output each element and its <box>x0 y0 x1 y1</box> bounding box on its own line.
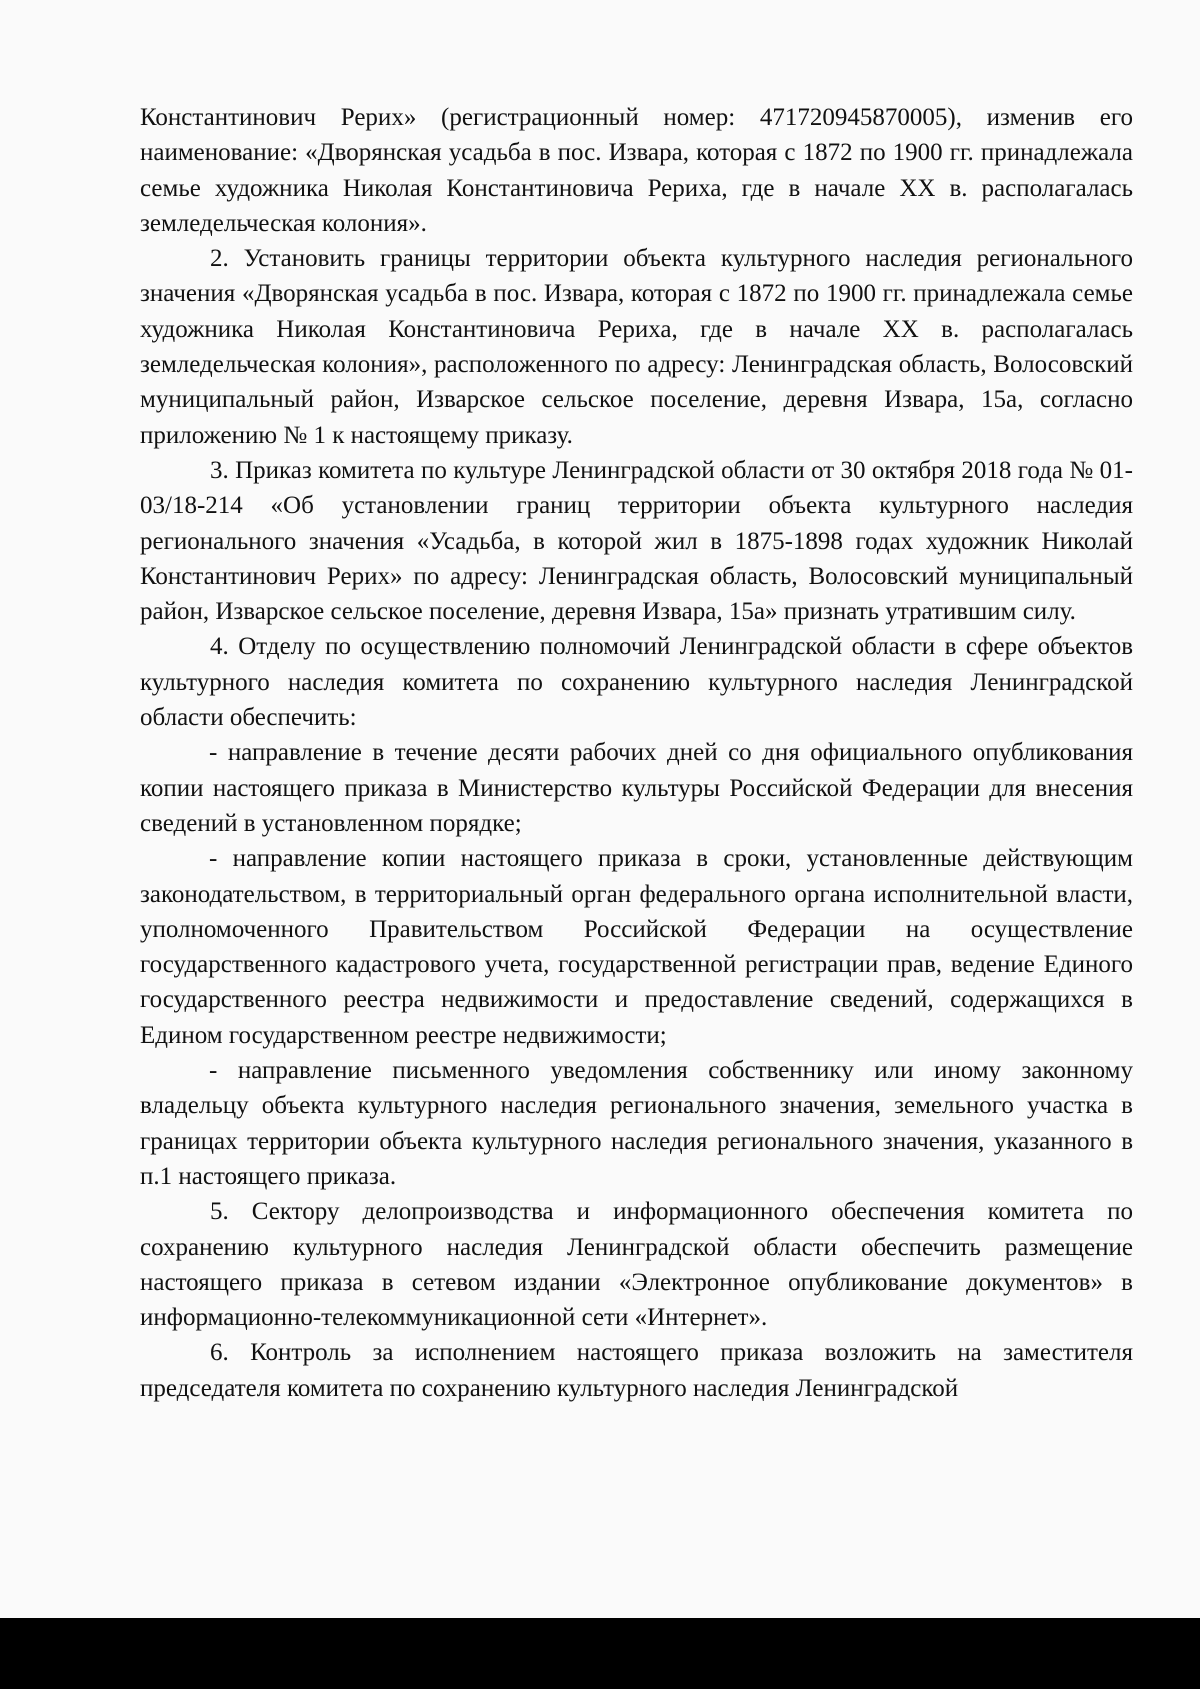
paragraph-item-6: 6. Контроль за исполнением настоящего приказа возложить на заместителя председателя комитета по сохранению культурного наследия Ленинградской <box>140 1339 1133 1402</box>
paragraph-subitem-2: - направление копии настоящего приказа в сроки, установленные действующим законодательством, в территориальный орган федерального органа исполнительной власти, уполномоченного Правительством Российской Федерации на осуществление государственного кадастрового учета, государственной регистрации прав, ведение Единого государственного реестра недвижимости и предоставление сведений, содержащихся в Едином государственном реестре недвижимости; <box>140 845 1133 1049</box>
paragraph-subitem-1: - направление в течение десяти рабочих дней со дня официального опубликования копии настоящего приказа в Министерство культуры Российской Федерации для внесения сведений в установленном порядке; <box>140 739 1133 837</box>
paragraph-subitem-3: - направление письменного уведомления собственнику или иному законному владельцу объекта культурного наследия регионального значения, земельного участка в границах территории объекта культурного наследия регионального значения, указанного в п.1 настоящего приказа. <box>140 1057 1133 1190</box>
paragraph-item-4: 4. Отделу по осуществлению полномочий Ленинградской области в сфере объектов культурного наследия комитета по сохранению культурного наследия Ленинградской области обеспечить: <box>140 633 1133 732</box>
paragraph-continuation: Константинович Рерих» (регистрационный номер: 471720945870005), изменив его наименование: «Дворянская усадьба в пос. Извара, которая с 1872 по 1900 гг. принадлежала семье художника Николая Константиновича Рериха, где в начале XX в. располагалась земледельческая колония». <box>140 104 1133 237</box>
scan-border-bar <box>0 1618 1200 1689</box>
paragraph-item-3: 3. Приказ комитета по культуре Ленинградской области от 30 октября 2018 года № 01-03/18-214 «Об установлении границ территории объекта культурного наследия регионального значения «Усадьба, в которой жил в 1875-1898 годах художник Николай Константинович Рерих» по адресу: Ленинградская область, Волосовский муниципальный район, Изварское сельское поселение, деревня Извара, 15а» признать утратившим силу. <box>140 456 1133 626</box>
document-body <box>140 100 1133 1406</box>
paragraph-item-5: 5. Сектору делопроизводства и информационного обеспечения комитета по сохранению культурного наследия Ленинградской области обеспечить размещение настоящего приказа в сетевом издании «Электронное опубликование документов» в информационно-телекоммуникационной сети «Интернет». <box>140 1198 1133 1332</box>
paragraph-item-2: 2. Установить границы территории объекта культурного наследия регионального значения «Дворянская усадьба в пос. Извара, которая с 1872 по 1900 гг. принадлежала семье художника Николая Константиновича Рериха, где в начале XX в. располагалась земледельческая колония», расположенного по адресу: Ленинградская область, Волосовский муниципальный район, Изварское сельское поселение, деревня Извара, 15а, согласно приложению № 1 к настоящему приказу. <box>140 245 1133 449</box>
